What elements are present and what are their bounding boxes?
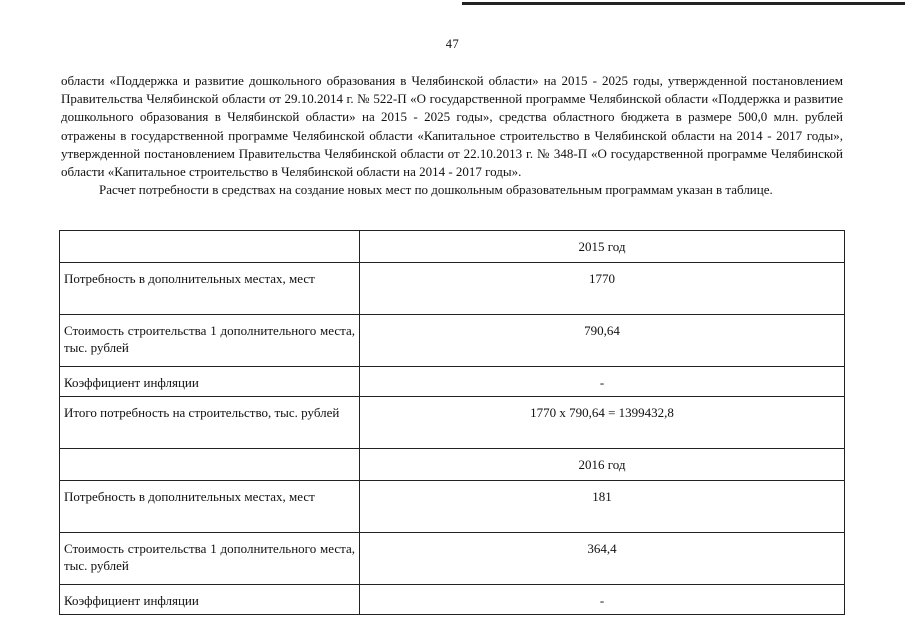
paragraph-table-intro: Расчет потребности в средствах на создание новых мест по дошкольным образовательным программам указан в таблице. xyxy=(99,182,773,198)
table-cell-label: Итого потребность на строительство, тыс. рублей xyxy=(60,397,360,449)
table-row xyxy=(60,585,845,615)
table-row xyxy=(60,367,845,397)
table-row xyxy=(60,315,845,367)
table-row xyxy=(60,533,845,585)
table-cell-value: 1770 xyxy=(360,263,845,315)
paragraph-funding-sources: области «Поддержка и развитие дошкольного образования в Челябинской области» на 2015 - 2025 годы, утвержденной постановлением Правительства Челябинской области от 29.10.2014 г. № 522-П «О государственной программе Челябинской области «Поддержка и развитие дошкольного образования в Челябинской области» на 2015 - 2025 годы», средства областного бюджета в размере 500,0 млн. рублей отражены в государственной программе Челябинской области «Капитальное строительство в Челябинской области на 2014 - 2017 годы», утвержденной постановлением Правительства Челябинской области от 22.10.2013 г. № 348-П «О государственной программе Челябинской области «Капитальное строительство в Челябинской области на 2014 - 2017 годы». xyxy=(61,73,843,180)
table-row xyxy=(60,397,845,449)
page-number: 47 xyxy=(445,37,460,51)
table-cell-label: Коэффициент инфляции xyxy=(60,367,360,397)
table-cell-empty xyxy=(60,231,360,263)
table-cell-value: 1770 x 790,64 = 1399432,8 xyxy=(360,397,845,449)
table-cell-label: Коэффициент инфляции xyxy=(60,585,360,615)
table-cell-value: - xyxy=(360,367,845,397)
table-cell-value: - xyxy=(360,585,845,615)
table-cell-label: Стоимость строительства 1 дополнительного места, тыс. рублей xyxy=(60,315,360,367)
needs-calculation-table xyxy=(59,230,845,615)
page-top-rule xyxy=(462,2,905,5)
table-cell-value: 364,4 xyxy=(360,533,845,585)
table-cell-year-2016: 2016 год xyxy=(360,449,845,481)
body-text xyxy=(61,72,843,199)
table-cell-value: 181 xyxy=(360,481,845,533)
table-cell-label: Стоимость строительства 1 дополнительного места, тыс. рублей xyxy=(60,533,360,585)
table-cell-value: 790,64 xyxy=(360,315,845,367)
table-cell-label: Потребность в дополнительных местах, мест xyxy=(60,263,360,315)
table-row-year-header-2016 xyxy=(60,449,845,481)
table-cell-label: Потребность в дополнительных местах, мест xyxy=(60,481,360,533)
table-row xyxy=(60,481,845,533)
table-row-year-header-2015 xyxy=(60,231,845,263)
table-cell-empty xyxy=(60,449,360,481)
table-cell-year-2015: 2015 год xyxy=(360,231,845,263)
table-row xyxy=(60,263,845,315)
